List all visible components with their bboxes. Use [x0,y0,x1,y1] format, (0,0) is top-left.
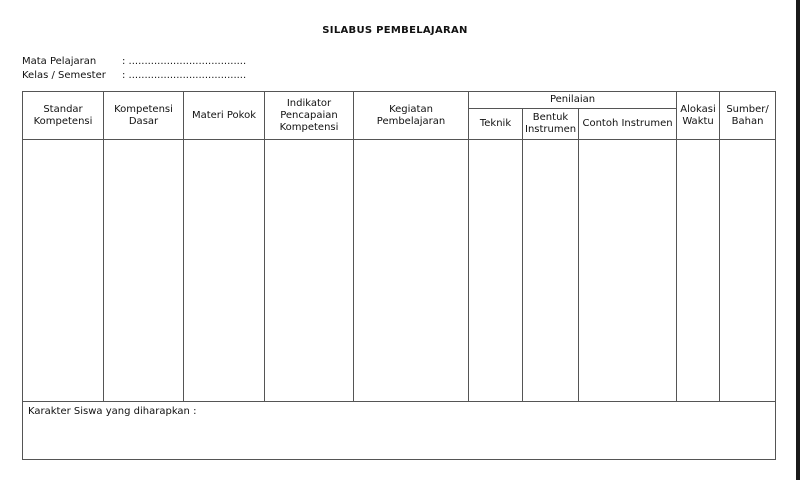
header-materi-pokok [184,92,265,140]
header-sumber-bahan [720,92,776,140]
header-kegiatan-pembelajaran [354,92,469,140]
header-line: Pencapaian [280,109,338,121]
header-contoh-instrumen [579,109,677,140]
header-line: Waktu [682,115,714,127]
footer-row [23,402,776,460]
cell-standar-kompetensi[interactable] [23,140,104,402]
meta-label: Kelas / Semester [22,70,106,81]
header-line: Sumber/ [726,103,769,115]
cell-contoh-instrumen[interactable] [579,140,677,402]
header-teknik [469,109,523,140]
meta-label: Mata Pelajaran [22,56,97,67]
header-line: Kompetensi [279,121,339,133]
meta-value: : ..................................... [122,70,247,81]
right-edge-border [796,0,800,480]
cell-bentuk-instrumen[interactable] [523,140,579,402]
karakter-siswa-label: Karakter Siswa yang diharapkan : [28,406,197,417]
header-line: Instrumen [525,124,577,135]
header-line: Kompetensi [33,115,93,127]
header-line: Alokasi [680,103,716,115]
cell-sumber-bahan[interactable] [720,140,776,402]
header-penilaian: Penilaian [469,92,677,109]
header-line: Contoh Instrumen [582,118,673,129]
meta-row-mata-pelajaran [22,55,246,68]
cell-indikator[interactable] [265,140,354,402]
header-line: Kegiatan Pembelajaran [376,103,446,127]
document-title: SILABUS PEMBELAJARAN [322,25,468,36]
header-line: Standar [43,103,83,115]
cell-alokasi-waktu[interactable] [677,140,720,402]
header-alokasi-waktu [677,92,720,140]
syllabus-table [22,91,776,460]
header-line: Bentuk [532,112,569,123]
cell-kompetensi-dasar[interactable] [104,140,184,402]
cell-teknik[interactable] [469,140,523,402]
header-standar-kompetensi [23,92,104,140]
header-line: Kompetensi [114,103,173,115]
karakter-siswa-cell[interactable] [23,402,776,460]
cell-materi-pokok[interactable] [184,140,265,402]
header-line: Teknik [479,118,512,129]
cell-kegiatan-pembelajaran[interactable] [354,140,469,402]
header-line: Materi Pokok [191,109,257,121]
header-line: Dasar [128,115,159,127]
meta-row-kelas-semester [22,69,246,82]
header-line: Indikator [286,97,332,109]
header-kompetensi-dasar [104,92,184,140]
header-indikator [265,92,354,140]
meta-value: : ..................................... [122,56,247,67]
header-line: Bahan [731,115,764,127]
table-row [23,140,776,402]
header-bentuk-instrumen [523,109,579,140]
